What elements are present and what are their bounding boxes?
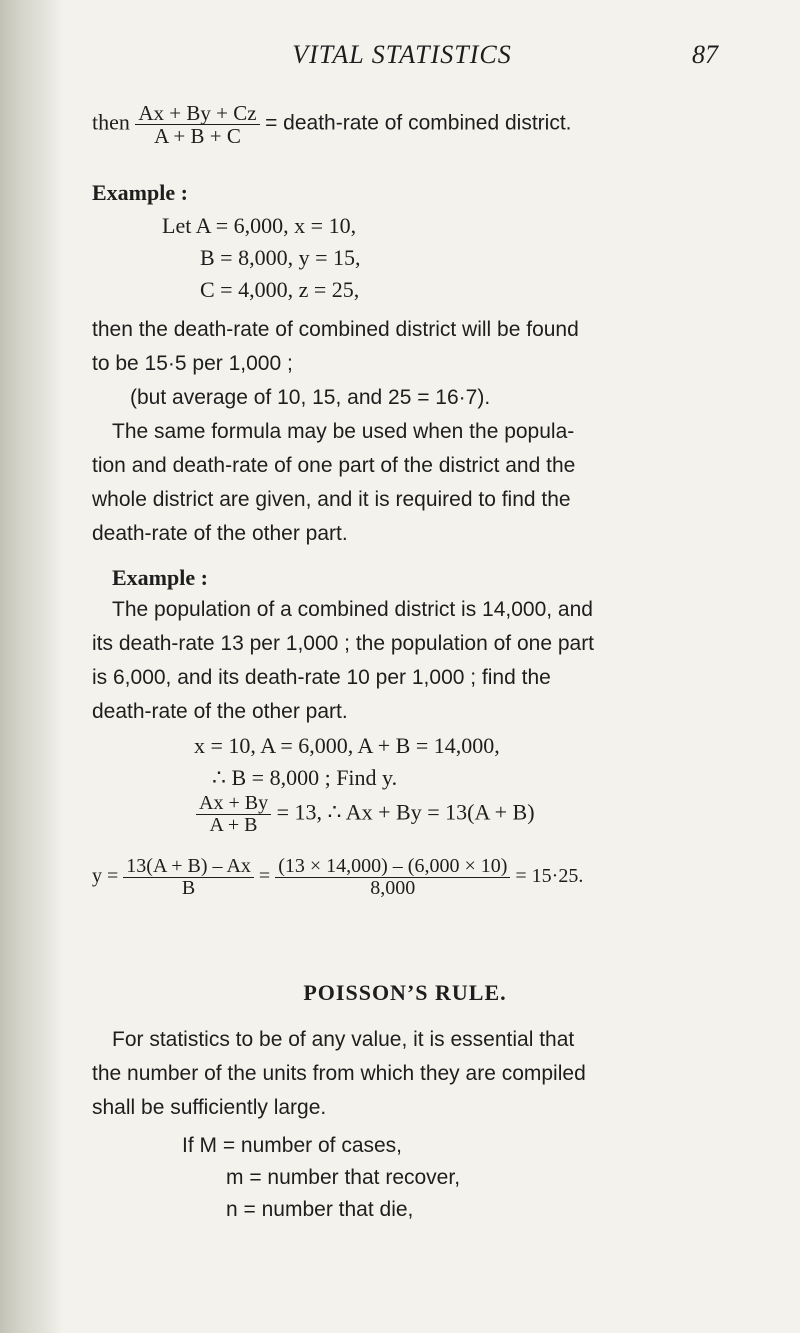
text-line: (but average of 10, 15, and 25 = 16·7). bbox=[130, 386, 491, 409]
fraction-denominator: 8,000 bbox=[370, 877, 416, 899]
text-line: death-rate of the other part. bbox=[92, 522, 348, 545]
fraction-numerator: Ax + By bbox=[196, 793, 271, 815]
result-paragraph bbox=[92, 313, 718, 415]
example-problem bbox=[92, 593, 718, 729]
combined-formula bbox=[92, 102, 572, 147]
section-heading: POISSON’S RULE. bbox=[303, 980, 507, 1005]
text-line: the number of the units from which they are compiled bbox=[92, 1062, 586, 1085]
page-number: 87 bbox=[692, 40, 718, 69]
definition-line: n = number that die, bbox=[226, 1198, 414, 1221]
equation-line: ∴ B = 8,000 ; Find y. bbox=[212, 765, 398, 790]
example-label: Example : bbox=[92, 180, 188, 205]
text-line: death-rate of the other part. bbox=[92, 700, 348, 723]
book-spine-shadow bbox=[0, 0, 64, 1333]
running-title: VITAL STATISTICS bbox=[292, 40, 512, 69]
book-page bbox=[92, 0, 718, 1333]
section-paragraph bbox=[92, 1023, 718, 1125]
example-line: B = 8,000, y = 15, bbox=[200, 245, 361, 270]
fraction-denominator: B bbox=[181, 877, 196, 899]
fraction-numerator: (13 × 14,000) – (6,000 × 10) bbox=[275, 856, 510, 878]
fraction-numerator: 13(A + B) – Ax bbox=[123, 856, 254, 878]
solution-fraction bbox=[123, 856, 254, 899]
definition-line: If M = number of cases, bbox=[182, 1134, 403, 1157]
text-line: shall be sufficiently large. bbox=[92, 1096, 327, 1119]
text-line: The population of a combined district is 14,000, and bbox=[112, 598, 593, 621]
equation-line: x = 10, A = 6,000, A + B = 14,000, bbox=[194, 733, 500, 758]
page-header bbox=[92, 40, 718, 80]
equals-sign: = bbox=[258, 865, 271, 888]
text-line: to be 15·5 per 1,000 ; bbox=[92, 352, 293, 375]
solution-line bbox=[92, 856, 583, 899]
text-line: For statistics to be of any value, it is essential that bbox=[112, 1028, 575, 1051]
solution-prefix: y = bbox=[92, 865, 119, 888]
formula-usage-paragraph bbox=[92, 415, 718, 551]
text-line: tion and death-rate of one part of the district and the bbox=[92, 454, 576, 477]
combined-fraction bbox=[135, 102, 259, 147]
combined-numerator: Ax + By + Cz bbox=[135, 102, 259, 125]
example-line: C = 4,000, z = 25, bbox=[200, 277, 360, 302]
formula-result: = death-rate of combined district. bbox=[265, 111, 572, 135]
combined-denominator: A + B + C bbox=[154, 124, 241, 149]
definition-line: m = number that recover, bbox=[226, 1166, 461, 1189]
text-line: then the death-rate of combined district will be found bbox=[92, 318, 579, 341]
text-line: its death-rate 13 per 1,000 ; the population of one part bbox=[92, 632, 595, 655]
equation-line bbox=[196, 793, 535, 836]
weighted-fraction bbox=[196, 793, 271, 836]
equation-rest: = 13, ∴ Ax + By = 13(A + B) bbox=[276, 799, 535, 825]
formula-prefix: then bbox=[92, 109, 130, 135]
text-line: is 6,000, and its death-rate 10 per 1,000 ; find the bbox=[92, 666, 551, 689]
numeric-fraction bbox=[275, 856, 510, 899]
text-line: whole district are given, and it is required to find the bbox=[92, 488, 571, 511]
example-line: Let A = 6,000, x = 10, bbox=[162, 213, 357, 238]
text-line: The same formula may be used when the popula- bbox=[112, 420, 575, 443]
solution-result: = 15·25. bbox=[515, 865, 584, 888]
fraction-denominator: A + B bbox=[209, 814, 258, 836]
example-label: Example : bbox=[112, 565, 208, 590]
